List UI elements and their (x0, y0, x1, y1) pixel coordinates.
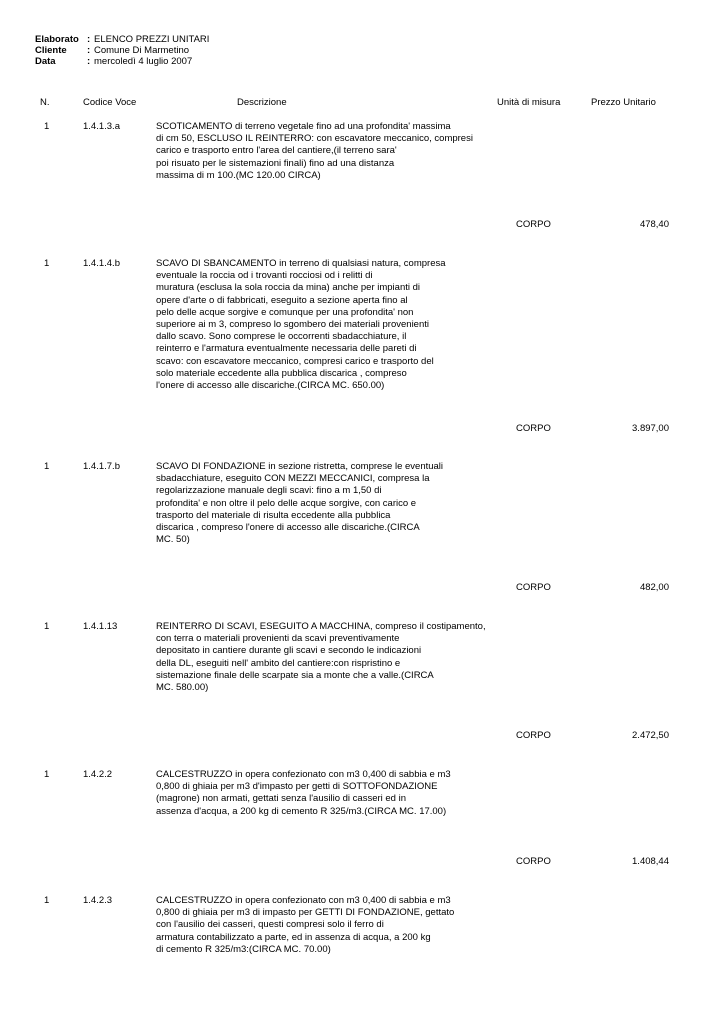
column-header-unit: Unità di misura (497, 97, 561, 108)
item-description: CALCESTRUZZO in opera confezionato con m3 0,400 di sabbia e m3 0,800 di ghiaia per m3 d'impasto per getti di SOTTOFONDAZIONE (magrone) non armati, gettati senza l'ausilio di casseri ed in assenza d'acqua, a 200 kg di cemento R 325/m3.(CIRCA MC. 17.00) (156, 769, 451, 817)
item-code: 1.4.2.2 (83, 769, 113, 780)
data-value: mercoledì 4 luglio 2007 (94, 56, 193, 67)
item-code: 1.4.2.3 (83, 895, 113, 906)
item-code: 1.4.1.13 (83, 621, 118, 632)
cliente-value: Comune Di Marmetino (94, 45, 190, 56)
item-number: 1 (44, 769, 50, 780)
item-number: 1 (44, 461, 50, 472)
column-header-code: Codice Voce (83, 97, 137, 108)
item-description: CALCESTRUZZO in opera confezionato con m3 0,400 di sabbia e m3 0,800 di ghiaia per m3 di impasto per GETTI DI FONDAZIONE, gettato con l'ausilio dei casseri, questi compresi solo il ferro di armatura contabilizzato a parte, ed in assenza di acqua, a 200 kg di cemento R 325/m3:(CIRCA MC. 70.00) (156, 895, 455, 955)
column-header-price: Prezzo Unitario (591, 97, 656, 108)
item-unit: CORPO (516, 856, 551, 867)
item-description: SCAVO DI FONDAZIONE in sezione ristretta, comprese le eventuali sbadacchiature, eseguito CON MEZZI MECCANICI, compresa la regolarizzazione manuale degli scavi: fino a m 1,50 di profondita' e non oltre il pelo delle acque sorgive, con carico e trasporto del materiale di risulta eccedente alla pubblica discarica , compreso l'onere di accesso alle discariche.(CIRCA MC. 50) (156, 461, 444, 546)
item-number: 1 (44, 258, 50, 269)
item-description: REINTERRO DI SCAVI, ESEGUITO A MACCHINA, compreso il costipamento, con terra o materiali provenienti da scavi preventivamente depositato in cantiere durante gli scavi e secondo le indicazioni della DL, eseguiti nell' ambito del cantiere:con rispristino e sistemazione finale delle scarpate sia a monte che a valle.(CIRCA MC. 580.00) (156, 621, 486, 694)
item-code: 1.4.1.3.a (83, 121, 120, 132)
item-unit: CORPO (516, 423, 551, 434)
item-unit: CORPO (516, 582, 551, 593)
separator: : (87, 34, 91, 45)
item-description: SCAVO DI SBANCAMENTO in terreno di qualsiasi natura, compresa eventuale la roccia od i trovanti rocciosi od i relitti di muratura (esclusa la sola roccia da mina) anche per impianti di opere d'arte o di fabbricati, eseguito a sezione aperta fino al pelo delle acque sorgive e comunque per una profondita' non superiore ai m 3, compreso lo sgombero dei materiali provenienti dallo scavo. Sono comprese le occorrenti sbadacchiature, il reinterro e l'armatura eventualmente necessaria delle pareti di scavo: con escavatore meccanico, compresi carico e trasporto del solo materiale eccedente alla pubblica discarica , compreso l'onere di accesso alle discariche.(CIRCA MC. 650.00) (156, 258, 446, 392)
elaborato-label: Elaborato (35, 34, 79, 45)
item-number: 1 (44, 621, 50, 632)
item-description: SCOTICAMENTO di terreno vegetale fino ad una profondita' massima di cm 50, ESCLUSO IL REINTERRO: con escavatore meccanico, compresi carico e trasporto entro l'area del cantiere,(il terreno sara' poi risuato per le sistemazioni finali) fino ad una distanza massima di m 100.(MC 120.00 CIRCA) (156, 121, 473, 181)
item-unit: CORPO (516, 730, 551, 741)
data-label: Data (35, 56, 56, 67)
column-header-num: N. (40, 97, 50, 108)
separator: : (87, 45, 91, 56)
item-number: 1 (44, 121, 50, 132)
column-header-description: Descrizione (237, 97, 287, 108)
elaborato-value: ELENCO PREZZI UNITARI (94, 34, 210, 45)
item-number: 1 (44, 895, 50, 906)
item-price: 478,40 (639, 219, 669, 230)
cliente-label: Cliente (35, 45, 67, 56)
item-code: 1.4.1.4.b (83, 258, 120, 269)
separator: : (87, 56, 91, 67)
item-unit: CORPO (516, 219, 551, 230)
item-price: 3.897,00 (632, 423, 669, 434)
item-price: 482,00 (639, 582, 669, 593)
item-price: 2.472,50 (632, 730, 669, 741)
item-price: 1.408,44 (632, 856, 669, 867)
item-code: 1.4.1.7.b (83, 461, 120, 472)
